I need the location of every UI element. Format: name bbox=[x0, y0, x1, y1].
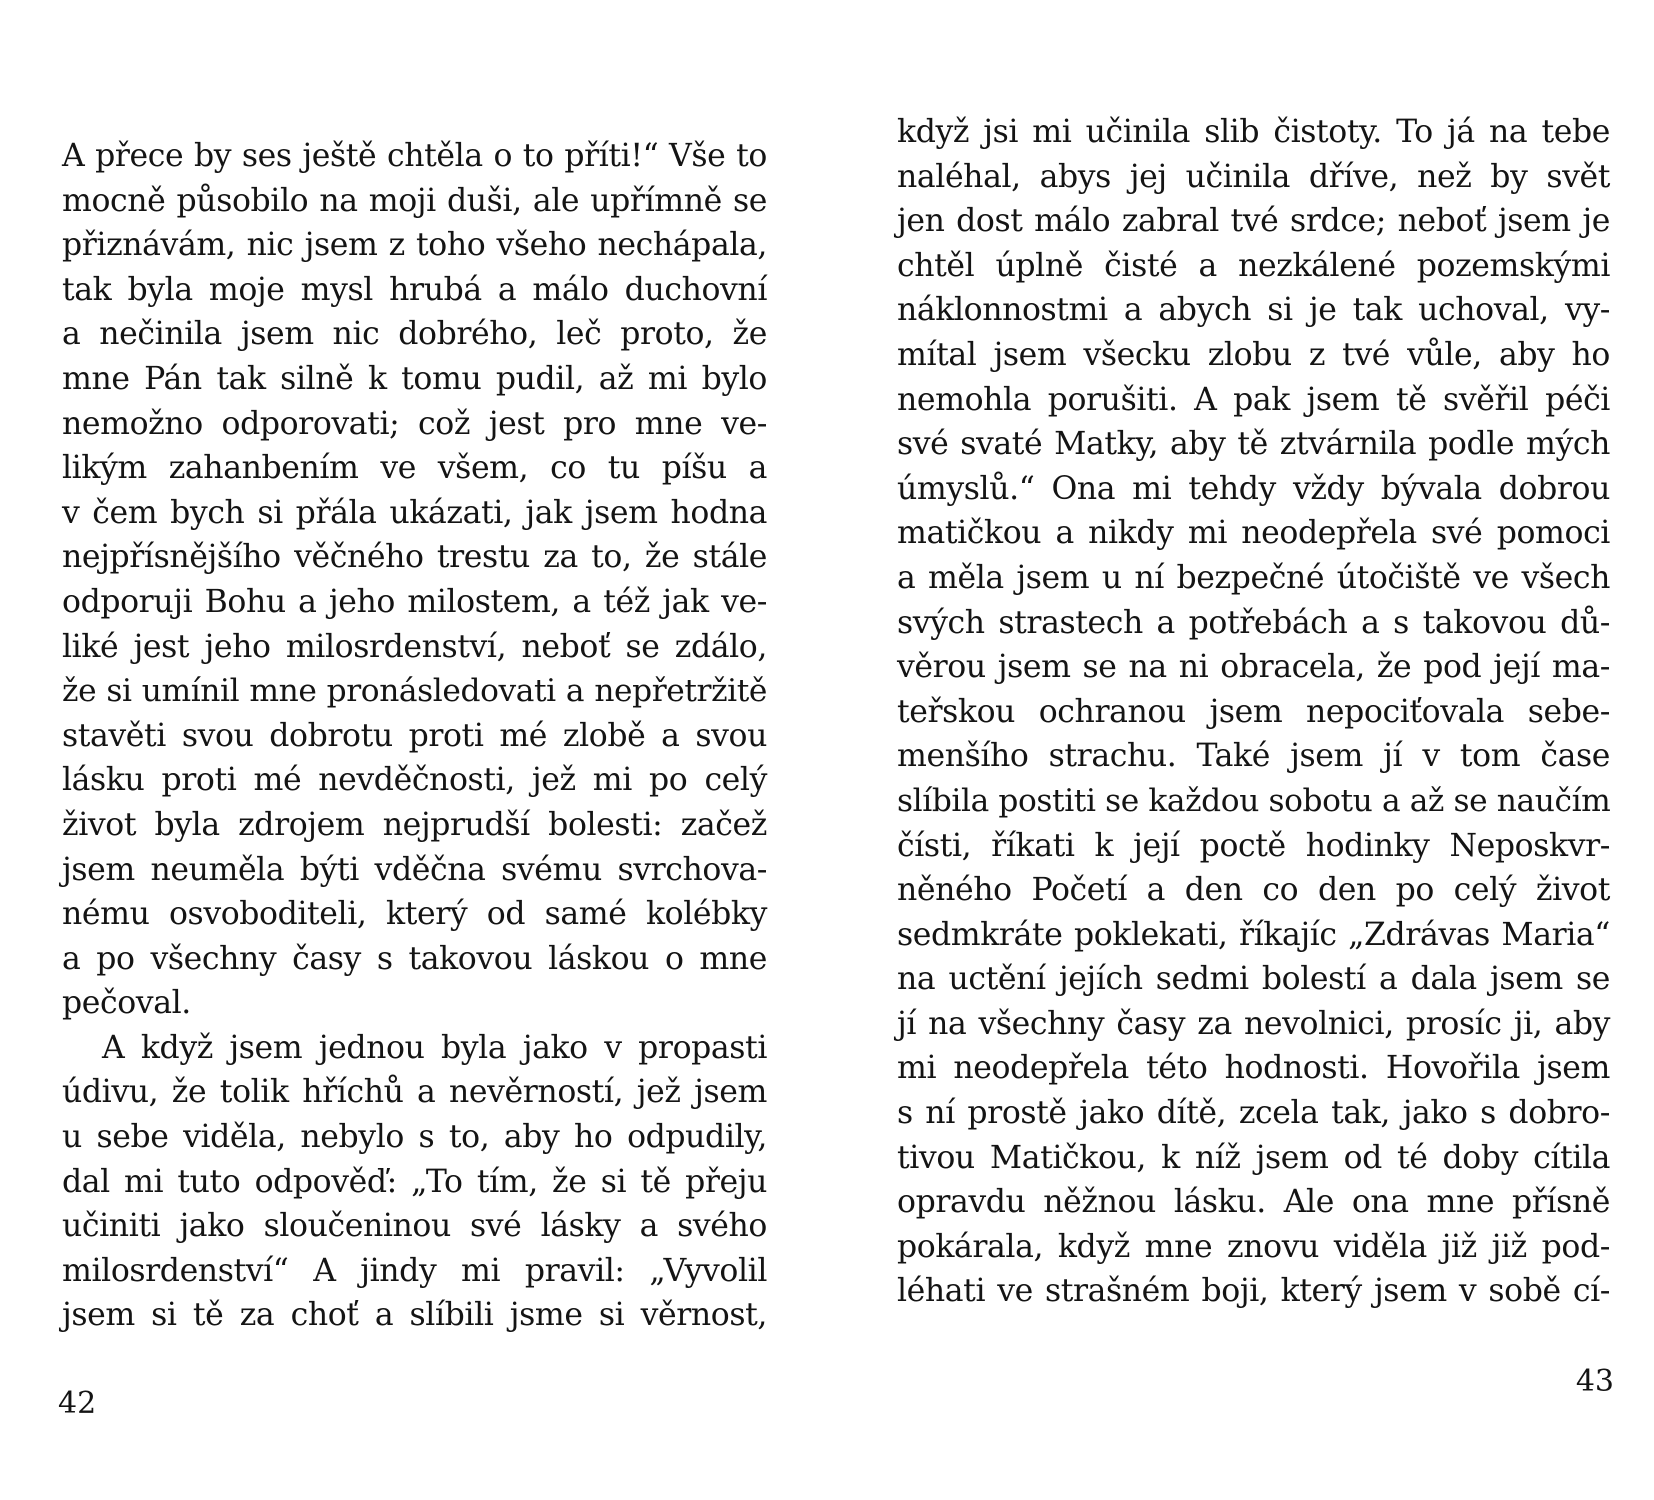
text-line: slíbila postiti se každou sobotu a až se naučím bbox=[897, 782, 1611, 819]
text-line: něného Početí a den co den po celý život bbox=[897, 872, 1610, 909]
page-number-right: 43 bbox=[1575, 1364, 1614, 1399]
text-line: pokárala, když mne znovu viděla již již pod- bbox=[897, 1228, 1610, 1265]
text-line: stavěti svou dobrotu proti mé zlobě a svou bbox=[62, 717, 767, 754]
text-line: svých strastech a potřebách a s takovou dů- bbox=[897, 604, 1610, 641]
text-line: učiniti jako sloučeninou své lásky a svého bbox=[62, 1208, 767, 1245]
text-line: u sebe viděla, nebylo s to, aby ho odpudily, bbox=[62, 1119, 767, 1156]
text-line: chtěl úplně čisté a nezkálené pozemskými bbox=[897, 247, 1610, 284]
text-line: tak byla moje mysl hrubá a málo duchovní bbox=[62, 271, 767, 308]
text-line: že si umínil mne pronásledovati a nepřetržitě bbox=[62, 673, 767, 710]
text-line: čísti, říkati k její poctě hodinky Neposkvr- bbox=[897, 827, 1610, 864]
text-line: sedmkráte poklekati, říkajíc „Zdrávas Maria“ bbox=[897, 916, 1610, 953]
text-line: jsem neuměla býti vděčna svému svrchova- bbox=[62, 851, 767, 888]
text-line: život byla zdrojem nejprudší bolesti: začež bbox=[62, 806, 767, 843]
left-page-text bbox=[62, 134, 767, 1338]
text-line: nemožno odporovati; což jest pro mne ve- bbox=[62, 405, 767, 442]
text-line: opravdu něžnou lásku. Ale ona mne přísně bbox=[897, 1184, 1610, 1221]
text-line: mne Pán tak silně k tomu pudil, až mi bylo bbox=[62, 360, 767, 397]
text-line: a po všechny časy s takovou láskou o mne bbox=[62, 940, 767, 977]
text-line: údivu, že tolik hříchů a nevěrností, jež jsem bbox=[62, 1074, 767, 1111]
text-line: nému osvoboditeli, který od samé kolébky bbox=[62, 896, 767, 933]
text-line: jen dost málo zabral tvé srdce; neboť jsem je bbox=[897, 203, 1610, 240]
text-line: tivou Matičkou, k níž jsem od té doby cítila bbox=[897, 1139, 1610, 1176]
paragraph-start-line: A když jsem jednou byla jako v propasti bbox=[102, 1029, 767, 1066]
page-number-left: 42 bbox=[58, 1386, 97, 1421]
text-line: mítal jsem všecku zlobu z tvé vůle, aby ho bbox=[897, 336, 1610, 373]
text-line: jí na všechny časy za nevolnici, prosíc ji, aby bbox=[897, 1005, 1610, 1042]
text-line: lásku proti mé nevděčnosti, jež mi po celý bbox=[62, 762, 767, 799]
text-line: teřskou ochranou jsem nepociťovala sebe- bbox=[897, 693, 1610, 730]
text-line: likým zahanbením ve všem, co tu píšu a bbox=[62, 450, 767, 487]
text-line: matičkou a nikdy mi neodepřela své pomoci bbox=[897, 515, 1610, 552]
text-line: milosrdenství“ A jindy mi pravil: „Vyvolil bbox=[62, 1252, 767, 1289]
text-line: naléhal, abys jej učinila dříve, než by svět bbox=[897, 158, 1610, 195]
text-line: jsem si tě za choť a slíbili jsme si věrnost, bbox=[62, 1297, 767, 1334]
right-page-text bbox=[897, 110, 1610, 1314]
text-line: když jsi mi učinila slib čistoty. To já na tebe bbox=[897, 114, 1610, 150]
text-line: a nečinila jsem nic dobrého, leč proto, že bbox=[62, 316, 767, 353]
text-line: dal mi tuto odpověď: „To tím, že si tě přeju bbox=[62, 1163, 767, 1200]
paragraph-end-line: pečoval. bbox=[62, 985, 191, 1022]
text-line: přiznávám, nic jsem z toho všeho nechápala, bbox=[62, 227, 767, 264]
text-line: nemohla porušiti. A pak jsem tě svěřil péči bbox=[897, 381, 1610, 418]
text-line: a měla jsem u ní bezpečné útočiště ve všech bbox=[897, 559, 1610, 596]
text-line: léhati ve strašném boji, který jsem v sobě cí- bbox=[897, 1273, 1610, 1310]
text-line: nejpřísnějšího věčného trestu za to, že stále bbox=[62, 539, 767, 576]
text-line: na uctění jejích sedmi bolestí a dala jsem se bbox=[897, 961, 1610, 998]
text-line: mocně působilo na moji duši, ale upřímně se bbox=[62, 182, 767, 219]
text-line: své svaté Matky, aby tě ztvárnila podle mých bbox=[897, 426, 1610, 463]
text-line: věrou jsem se na ni obracela, že pod její ma- bbox=[897, 649, 1610, 686]
text-line: mi neodepřela této hodnosti. Hovořila jsem bbox=[897, 1050, 1610, 1087]
text-line: odporuji Bohu a jeho milostem, a též jak ve- bbox=[62, 583, 767, 620]
text-line: A přece by ses ještě chtěla o to příti!“ Vše to bbox=[62, 138, 767, 174]
text-line: s ní prostě jako dítě, zcela tak, jako s dobro- bbox=[897, 1095, 1610, 1132]
text-line: liké jest jeho milosrdenství, neboť se zdálo, bbox=[62, 628, 767, 665]
text-line: náklonnostmi a abych si je tak uchoval, vy- bbox=[897, 292, 1610, 329]
right-page bbox=[827, 0, 1654, 1500]
text-line: v čem bych si přála ukázati, jak jsem hodna bbox=[62, 494, 767, 531]
text-line: úmyslů.“ Ona mi tehdy vždy bývala dobrou bbox=[897, 470, 1610, 507]
text-line: menšího strachu. Také jsem jí v tom čase bbox=[897, 738, 1610, 775]
